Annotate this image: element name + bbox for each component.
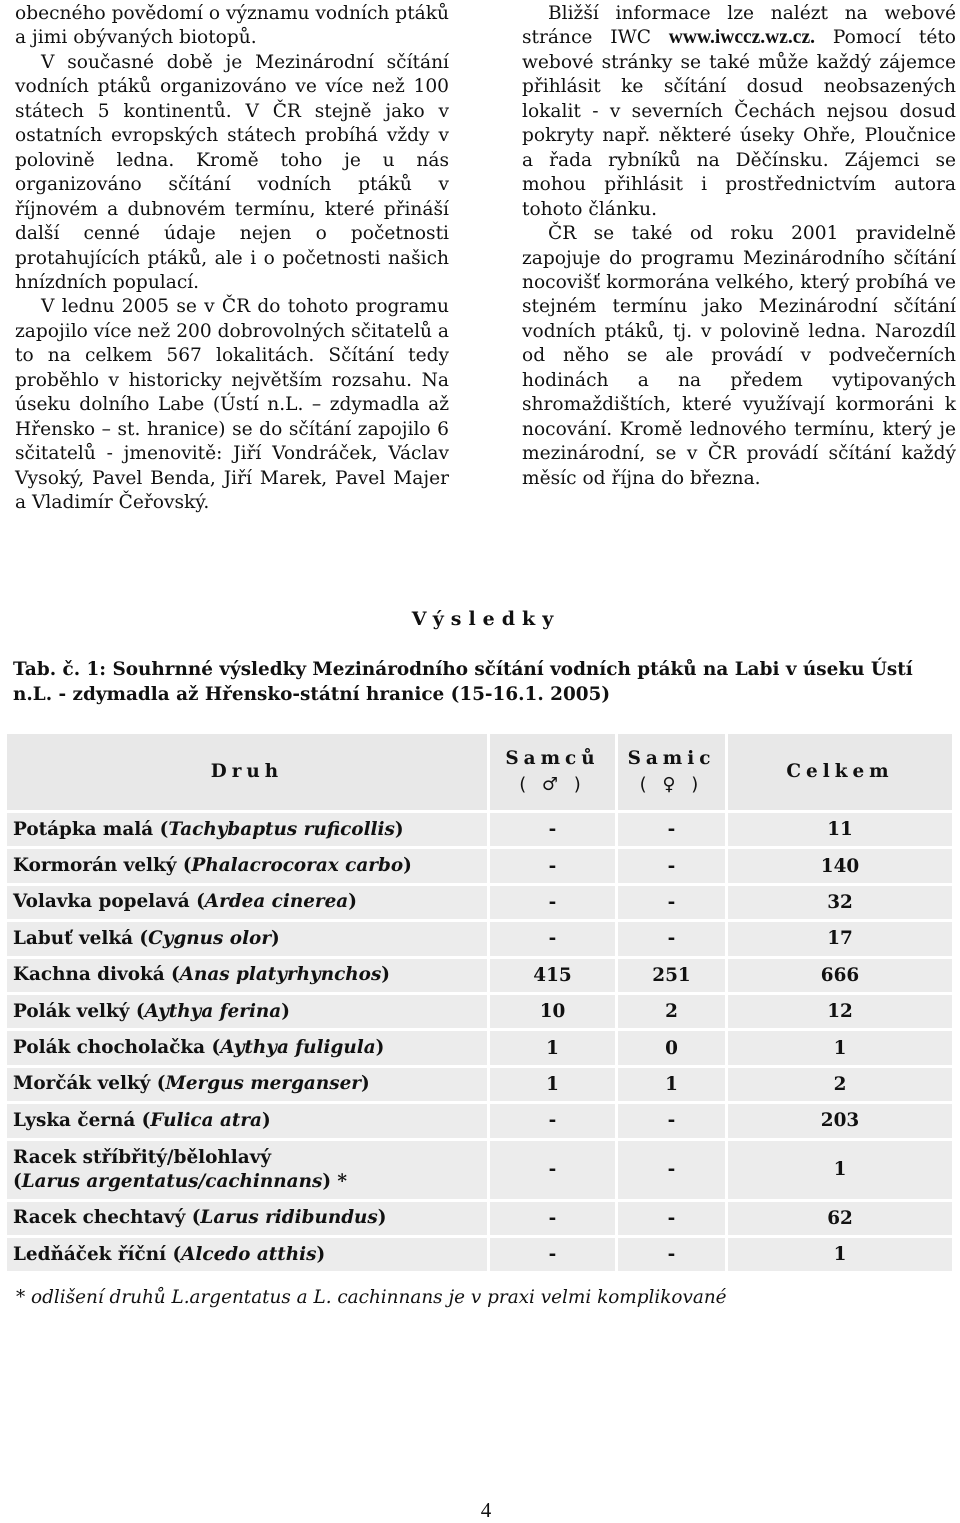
males-cell: - (490, 1104, 615, 1137)
females-cell: - (618, 1202, 725, 1235)
females-cell: - (618, 1141, 725, 1199)
total-cell: 140 (728, 849, 952, 882)
species-common-name: Morčák velký ( (13, 1073, 166, 1095)
total-cell: 17 (728, 922, 952, 955)
right-paragraph-1-rest: Pomocí této webové stránky se také může každý zájemce přihlásit ke sčítání dosud neobsazených lokalit - v severních Čechách nejsou dosud pokryty např. některé úseky Ohře, Ploučnice a řada rybníků na Děčínsku. Zájemci se mohou přihlásit i prostřednictvím autora tohoto článku. (522, 27, 956, 220)
table-row (7, 1141, 952, 1199)
table-row (7, 1238, 952, 1271)
species-cell (7, 1141, 487, 1199)
females-cell: 1 (618, 1068, 725, 1101)
species-scientific-name: Mergus merganser (165, 1073, 361, 1095)
males-cell: - (490, 1141, 615, 1199)
species-paren-close: ) (261, 1109, 271, 1131)
males-cell: - (490, 886, 615, 919)
males-cell: 415 (490, 959, 615, 992)
total-cell: 1 (728, 1238, 952, 1271)
females-cell: 2 (618, 995, 725, 1028)
species-paren-close: ) (271, 927, 280, 949)
species-scientific-name: Cygnus olor (148, 927, 272, 949)
species-common-name: Volavka popelavá ( (13, 891, 205, 913)
females-cell: - (618, 1104, 725, 1137)
table-row (7, 813, 952, 846)
total-cell: 1 (728, 1031, 952, 1064)
header-females-label: Samic (627, 748, 716, 769)
species-common-name: Racek chechtavý ( (13, 1207, 201, 1229)
species-common-name: Lyska černá ( (13, 1109, 151, 1131)
right-paragraph-2: ČR se také od roku 2001 pravidelně zapojuje do programu Mezinárodního sčítání nocovišť kormorána velkého, který probíhá ve stejném termínu jako Mezinárodní sčítání vodních ptáků, tj. v polovině ledna. Narozdíl od něho se ale provádí v podvečerních hodinách a na předem vytipovaných shromaždištích, které využívají kormoráni k nocování. Kromě lednového termínu, který je mezinárodní, se v ČR provádí sčítání každý měsíc od října do března. (522, 223, 956, 489)
species-scientific-name: Larus argentatus/cachinnans (21, 1170, 323, 1192)
males-cell: 1 (490, 1031, 615, 1064)
species-cell (7, 1068, 487, 1101)
males-cell: 10 (490, 995, 615, 1028)
species-common-name: Labuť velká ( (13, 927, 149, 949)
left-paragraph-1: obecného povědomí o významu vodních ptáků a jimi obývaných biotopů. (15, 3, 449, 49)
results-heading: Výsledky (411, 608, 561, 630)
table-row (7, 1068, 952, 1101)
females-cell: - (618, 886, 725, 919)
species-cell (7, 813, 487, 846)
males-cell: 1 (490, 1068, 615, 1101)
females-cell: 251 (618, 959, 725, 992)
species-paren-close: ) (316, 1243, 326, 1265)
species-cell (7, 922, 487, 955)
species-cell (7, 849, 487, 882)
header-species: Druh (7, 734, 487, 810)
species-scientific-name: Aythya fuligula (220, 1037, 376, 1059)
species-scientific-name: Aythya ferina (144, 1000, 282, 1022)
table-row (7, 1202, 952, 1235)
species-scientific-name: Alcedo atthis (181, 1243, 317, 1265)
females-cell: - (618, 813, 725, 846)
total-cell: 11 (728, 813, 952, 846)
species-scientific-name: Phalacrocorax carbo (191, 855, 404, 877)
species-scientific-name: Ardea cinerea (204, 891, 349, 913)
females-cell: - (618, 922, 725, 955)
species-scientific-name: Anas platyrhynchos (179, 964, 382, 986)
table-row (7, 886, 952, 919)
female-symbol-icon: ( ♀ ) (639, 774, 704, 795)
page-number: 4 (480, 1498, 492, 1522)
header-females (618, 734, 725, 810)
species-common-name: Potápka malá ( (13, 818, 169, 840)
species-scientific-name: Larus ridibundus (200, 1207, 378, 1229)
table-header-row (7, 734, 952, 810)
total-cell: 666 (728, 959, 952, 992)
total-cell: 32 (728, 886, 952, 919)
total-cell: 203 (728, 1104, 952, 1137)
species-cell (7, 886, 487, 919)
total-cell: 1 (728, 1141, 952, 1199)
species-common-name: Polák chocholačka ( (13, 1037, 221, 1059)
males-cell: - (490, 1238, 615, 1271)
table-caption: Tab. č. 1: Souhrnné výsledky Mezinárodního sčítání vodních ptáků na Labi v úseku Ústí n.L. - zdymadla až Hřensko-státní hranice (15-16.1. 2005) (13, 659, 913, 705)
species-paren-close: ) (403, 855, 412, 877)
males-cell: - (490, 849, 615, 882)
females-cell: - (618, 849, 725, 882)
species-cell (7, 959, 487, 992)
species-paren: ( (13, 1170, 22, 1192)
header-males (490, 734, 615, 810)
species-scientific-name: Tachybaptus ruficollis (168, 818, 395, 840)
left-column (15, 2, 449, 516)
right-paragraph-1-text: Bližší informace lze nalézt na webové stránce IWC (522, 3, 956, 49)
right-column (522, 2, 956, 491)
header-males-label: Samců (505, 748, 600, 769)
table-footnote: * odlišení druhů L.argentatus a L. cachinnans je v praxi velmi komplikované (16, 1287, 727, 1308)
table-row (7, 959, 952, 992)
right-paragraph-1 (522, 2, 956, 222)
table-body (7, 813, 952, 1271)
species-paren-close: ) (381, 964, 390, 986)
left-paragraph-3: V lednu 2005 se v ČR do tohoto programu zapojilo více než 200 dobrovolných sčitatelů a to na celkem 567 lokalitách. Sčítání tedy proběhlo v historicky největším rozsahu. Na úseku dolního Labe (Ústí n.L. – zdymadla až Hřensko – st. hranice) se do sčítání zapojilo 6 sčitatelů - jmenovitě: Jiří Vondráček, Václav Vysoký, Pavel Benda, Jiří Marek, Pavel Majer a Vladimír Čeřovský. (15, 296, 449, 514)
species-common-name: Kormorán velký ( (13, 855, 192, 877)
species-common-name: Ledňáček říční ( (13, 1243, 182, 1265)
total-cell: 2 (728, 1068, 952, 1101)
total-cell: 12 (728, 995, 952, 1028)
table-row (7, 1031, 952, 1064)
male-symbol-icon: ( ♂ ) (519, 774, 586, 795)
table-row (7, 849, 952, 882)
table-row (7, 1104, 952, 1137)
species-paren-close: ) (348, 891, 357, 913)
species-paren-close: ) (377, 1207, 387, 1229)
species-cell (7, 1238, 487, 1271)
males-cell: - (490, 813, 615, 846)
females-cell: 0 (618, 1031, 725, 1064)
females-cell: - (618, 1238, 725, 1271)
species-paren-close: ) (394, 818, 404, 840)
species-cell (7, 1104, 487, 1137)
iwc-website-link[interactable]: www.iwccz.wz.cz. (668, 27, 815, 49)
total-cell: 62 (728, 1202, 952, 1235)
males-cell: - (490, 922, 615, 955)
species-scientific-name: Fulica atra (150, 1109, 262, 1131)
species-common-name: Racek stříbřitý/bělohlavý (13, 1146, 272, 1168)
species-paren-close: ) (360, 1073, 370, 1095)
species-paren-close: ) * (322, 1170, 348, 1192)
species-cell (7, 1031, 487, 1064)
species-common-name: Polák velký ( (13, 1000, 145, 1022)
species-cell (7, 995, 487, 1028)
left-paragraph-2: V současné době je Mezinárodní sčítání vodních ptáků organizováno ve více než 100 státech 5 kontinentů. V ČR stejně jako v ostatních evropských státech probíhá vždy v polovině ledna. Kromě toho je u nás organizováno sčítání vodních ptáků v říjnovém a dubnovém termínu, které přináší další cenné údaje nejen o početnosti protahujících ptáků, ale i o početnosti našich hnízdních populací. (15, 51, 449, 293)
species-paren-close: ) (281, 1000, 290, 1022)
species-paren-close: ) (375, 1037, 385, 1059)
species-common-name: Kachna divoká ( (13, 964, 180, 986)
species-cell (7, 1202, 487, 1235)
males-cell: - (490, 1202, 615, 1235)
table-row (7, 922, 952, 955)
header-total: Celkem (728, 734, 952, 810)
results-table (4, 731, 955, 1274)
table-row (7, 995, 952, 1028)
